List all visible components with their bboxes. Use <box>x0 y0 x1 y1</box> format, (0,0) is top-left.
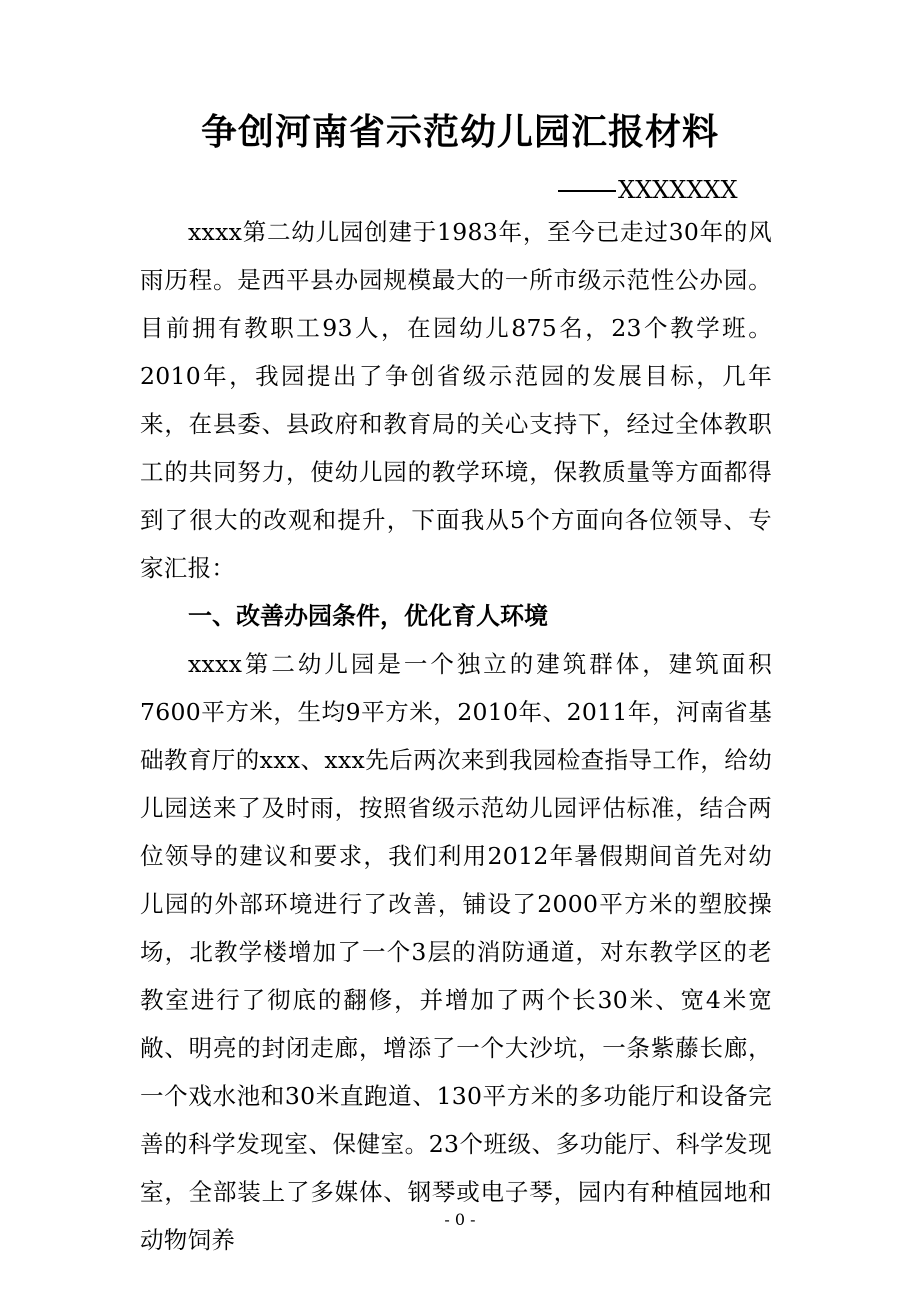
document-body <box>140 208 772 1264</box>
document-title: 争创河南省示范幼儿园汇报材料 <box>200 112 719 153</box>
section-1-paragraph: xxxx第二幼儿园是一个独立的建筑群体，建筑面积7600平方米，生均9平方米，2010年、2011年，河南省基础教育厅的xxx、xxx先后两次来到我园检查指导工作，给幼儿园送来了及时雨，按照省级示范幼儿园评估标准，结合两位领导的建议和要求，我们利用2012年暑假期间首先对幼儿园的外部环境进行了改善，铺设了2000平方米的塑胶操场，北教学楼增加了一个3层的消防通道，对东教学区的老教室进行了彻底的翻修，并增加了两个长30米、宽4米宽敞、明亮的封闭走廊，增添了一个大沙坑，一条紫藤长廊，一个戏水池和30米直跑道、130平方米的多功能厅和设备完善的科学发现室、保健室。23个班级、多功能厅、科学发现室，全部装上了多媒体、钢琴或电子琴，园内有种植园地和动物饲养 <box>140 650 772 1254</box>
author-name: XXXXXXX <box>618 176 738 204</box>
signature-underline <box>558 190 616 192</box>
section-heading-1: 一、改善办园条件，优化育人环境 <box>188 602 548 630</box>
intro-paragraph: xxxx第二幼儿园创建于1983年，至今已走过30年的风雨历程。是西平县办园规模最大的一所市级示范性公办园。目前拥有教职工93人，在园幼儿875名，23个教学班。2010年，我园提出了争创省级示范园的发展目标，几年来，在县委、县政府和教育局的关心支持下，经过全体教职工的共同努力，使幼儿园的教学环境，保教质量等方面都得到了很大的改观和提升，下面我从5个方面向各位领导、专家汇报： <box>140 218 772 582</box>
author-line <box>558 170 738 210</box>
page-number: - 0 - <box>444 1210 476 1229</box>
